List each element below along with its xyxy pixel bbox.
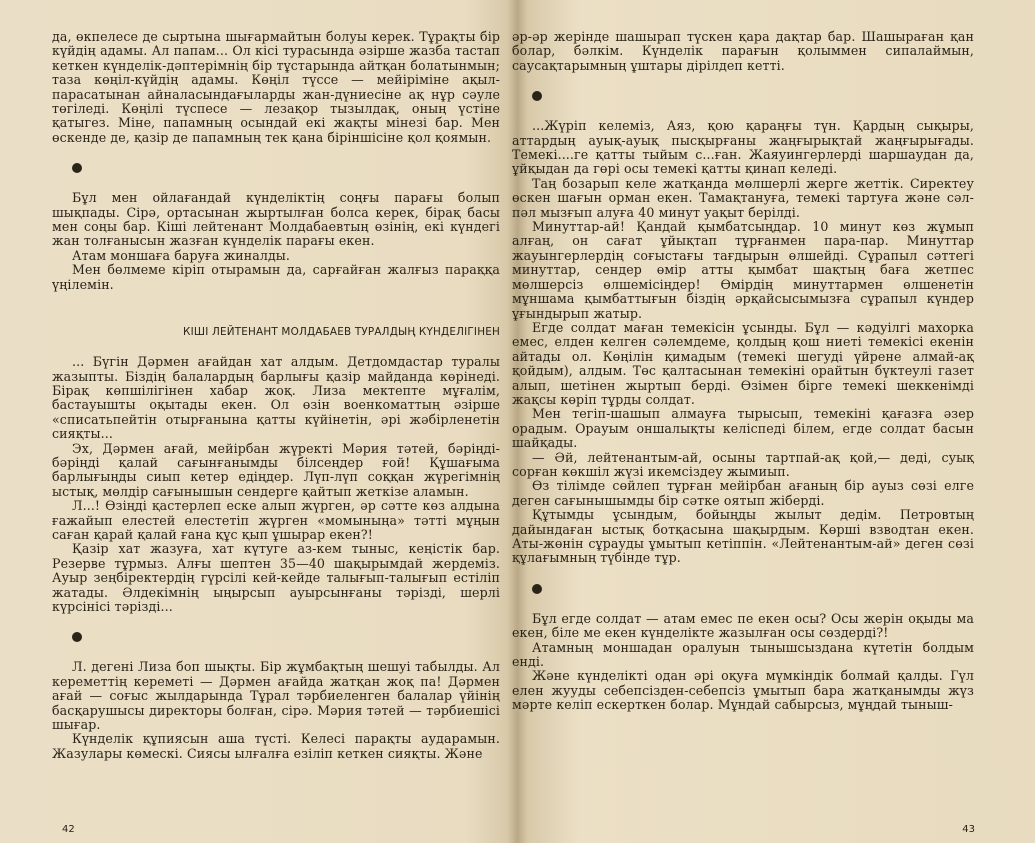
paragraph: әр-әр жерінде шашырап түскен қара дақтар бар. Шашыраған қан болар, бәлкім. Күнделік парағын қолыммен сипалаймын, саусақтарымның ұштары дірілдеп кетті. (512, 30, 974, 73)
paragraph: Атам моншаға баруға жиналды. (72, 247, 291, 263)
paragraph: Күнделік құпиясын аша түсті. Келесі парақты аударамын. Жазулары көмескі. Сиясы ылғалға езіліп кеткен сияқты. Және (52, 731, 500, 761)
paragraph: Өз тілімде сөйлеп тұрған мейірбан ағаның бір ауыз сөзі елге деген сағынышымды бір сәтке оятып жіберді. (512, 478, 974, 508)
paragraph: Құтымды ұсындым, бойыңды жылыт дедім. Петровтың дайындаған ыстық ботқасына шақырдым. Көрші взводтан екен. Аты-жөнін сұрауды ұмытып кетіппін. «Лейтенантым-ай» деген сөзі құлағымның түбінде тұр. (512, 507, 974, 566)
paragraph: Бұл мен ойлағандай күнделіктің соңғы парағы болып шықпады. Сірә, ортасынан жыртылған болса керек, бірақ басы мен соңы бар. Кіші лейтенант Молдабаевтың өзінің, екі күндегі жан толғанысын жазған күнделік парағы екен. (52, 190, 500, 249)
left-page (52, 30, 500, 820)
diary-heading: КІШІ ЛЕЙТЕНАНТ МОЛДАБАЕВ ТУРАЛДЫҢ КҮНДЕЛІГІНЕН (183, 326, 500, 339)
paragraph: Эх, Дәрмен ағай, мейірбан жүректі Мәрия тәтей, бәріңді-бәріңді қалай сағынғанымды білсеңдер ғой! Құшағыма барлығыңды сиып кетер едіңдер. Лүп-лүп соққан жүрегімнің ыстық, мөлдір сағынышын сендерге қайтып жеткізе аламын. (52, 440, 500, 499)
paragraph: да, өкпелесе де сыртына шығармайтын болуы керек. Тұрақты бір күйдің адамы. Ал папам... Ол кісі турасында әзірше жазба тастап кеткен күнделік-дәптерімнің бір тұстарында айтқан болатынмын; таза көңіл-күйдің адамы. Көңіл түссе — мейіріміне ақыл-парасатынан айналасындағыларды жан-дүниесіне ақ нұр сәуле төгіледі. Көңілі түспесе — лезақор тызылдақ, оның үстіне қатыгез. Міне, папамның осындай екі жақты мінезі бар. Мен өскенде де, қазір де папамның тек қана біріншісіне қол қоямын. (52, 30, 500, 145)
paragraph: ...Жүріп келеміз, Аяз, қою қараңғы түн. Қардың сықыры, аттардың ауық-ауық пысқырғаны жаңғырықтай жаңғырығады. Темекі....ге қатты тыйым с...ған. Жаяуингерлерді шаршаудан да, ұйқыдан да гөрі осы темекі қатты қинап келеді. (512, 118, 974, 177)
section-bullet (72, 163, 82, 173)
section-bullet (532, 91, 542, 101)
paragraph: Л...! Өзіңді қастерлеп еске алып жүрген, әр сәтте көз алдына ғажайып елестей елестетіп жүрген «момыныңа» тәтті мұңын саған қарай қалай ғана құс қып ұшырар екен?! (52, 498, 500, 542)
paragraph: Таң бозарып келе жатқанда мөлшерлі жерге жеттік. Сиректеу өскен шағын орман екен. Тамақтануға, темекі тартуға және сәл-пәл мызғып алуға 40 минут уақыт берілді. (512, 175, 974, 220)
right-page (512, 30, 974, 820)
paragraph: Мен тегіп-шашып алмауға тырысып, темекіні қағазға әзер орадым. Орауым оншалықты келіспеді білем, егде солдат басын шайқады. (512, 406, 974, 451)
paragraph: — Әй, лейтенантым-ай, осыны тартпай-ақ қой,— деді, суық сорған көкшіл жүзі икемсіздеу жымиып. (512, 449, 974, 479)
paragraph: Және күнделікті одан әрі оқуға мүмкіндік болмай қалды. Гүл елен жууды себепсізден-себепсіз ұмытып бара жатқанымды жүз мәрте келіп ескерткен болар. Мұндай сабырсыз, мұңдай тыныш- (512, 668, 974, 713)
page-number-right: 43 (962, 824, 975, 835)
paragraph: ... Бүгін Дәрмен ағайдан хат алдым. Детдомдастар туралы жазыпты. Біздің балалардың барлығы қазір майданда көрінеді. Бірақ көпшілігінен хабар жоқ. Лиза мектепте мұғалім, бастауышты оқытады екен. Ол өзін военкоматтың әзірше «списатьпейтін отырғанына қатты күйінетін, әрі жәбірленетін сияқты... (52, 354, 500, 442)
paragraph: Минуттар-ай! Қандай қымбатсыңдар. 10 минут көз жұмып алғаң, он сағат ұйықтап тұрғанмен пара-пар. Минуттар жауынгерлердің соғыстағы тағдырын өлшейді. Сұрапыл сәттегі минуттар, сендер өмір атты қымбат шақтың баға жетпес мөлшерсіз өлшемісіңдер! Өмірдің минуттармен өлшенетін мұншама қымбаттығын біздің әрқайсысымызға сұрапыл күндер ұғындырып жатыр. (512, 219, 974, 321)
paragraph: Қазір хат жазуға, хат күтуге аз-кем тыныс, кеңістік бар. Резерве тұрмыз. Алғы шептен 35—40 шақырымдай жердеміз. Ауыр зеңбіректердің гүрсілі кей-кейде талығып-талығып естіліп жатады. Әлдекімнің ыңырсып ауырсынғаны тәрізді, шерлі күрсінісі тәрізді... (52, 541, 500, 614)
paragraph: Л. дегені Лиза боп шықты. Бір жұмбақтың шешуі табылды. Ал кереметтің кереметі — Дәрмен ағайда жатқан жоқ па! Дәрмен ағай — соғыс жылдарында Тұрал тәрбиеленген балалар үйінің басқарушысы директоры болған, сірә. Мәрия тәтей — тәрбиешісі шығар. (52, 659, 500, 733)
section-bullet (72, 632, 82, 642)
page-number-left: 42 (62, 824, 75, 835)
paragraph: Мен бөлмеме кіріп отырамын да, сарғайған жалғыз параққа үңілемін. (52, 262, 500, 292)
paragraph: Бұл егде солдат — атам емес пе екен осы? Осы жерін оқыды ма екен, біле ме екен күнделікте жазылған осы сөздерді?! (512, 610, 974, 641)
paragraph: Атамның моншадан оралуын тынышсыздана күтетін болдым енді. (512, 639, 974, 670)
paragraph: Егде солдат маған темекісін ұсынды. Бұл — кәдуілгі махорка емес, елден келген сәлемдеме, қолдың қош ниеті темекісі екенін айтады ол. Көңілін қимадым (темекі шегуді үйрене алмай-ақ қойдым), алдым. Төс қалтасынан темекіні орайтын бүктеулі газет алып, шетінен жыртып берді. Өзімен бірге темекі шеккенімді жақсы көріп тұрды солдат. (512, 319, 974, 407)
section-bullet (532, 584, 542, 594)
